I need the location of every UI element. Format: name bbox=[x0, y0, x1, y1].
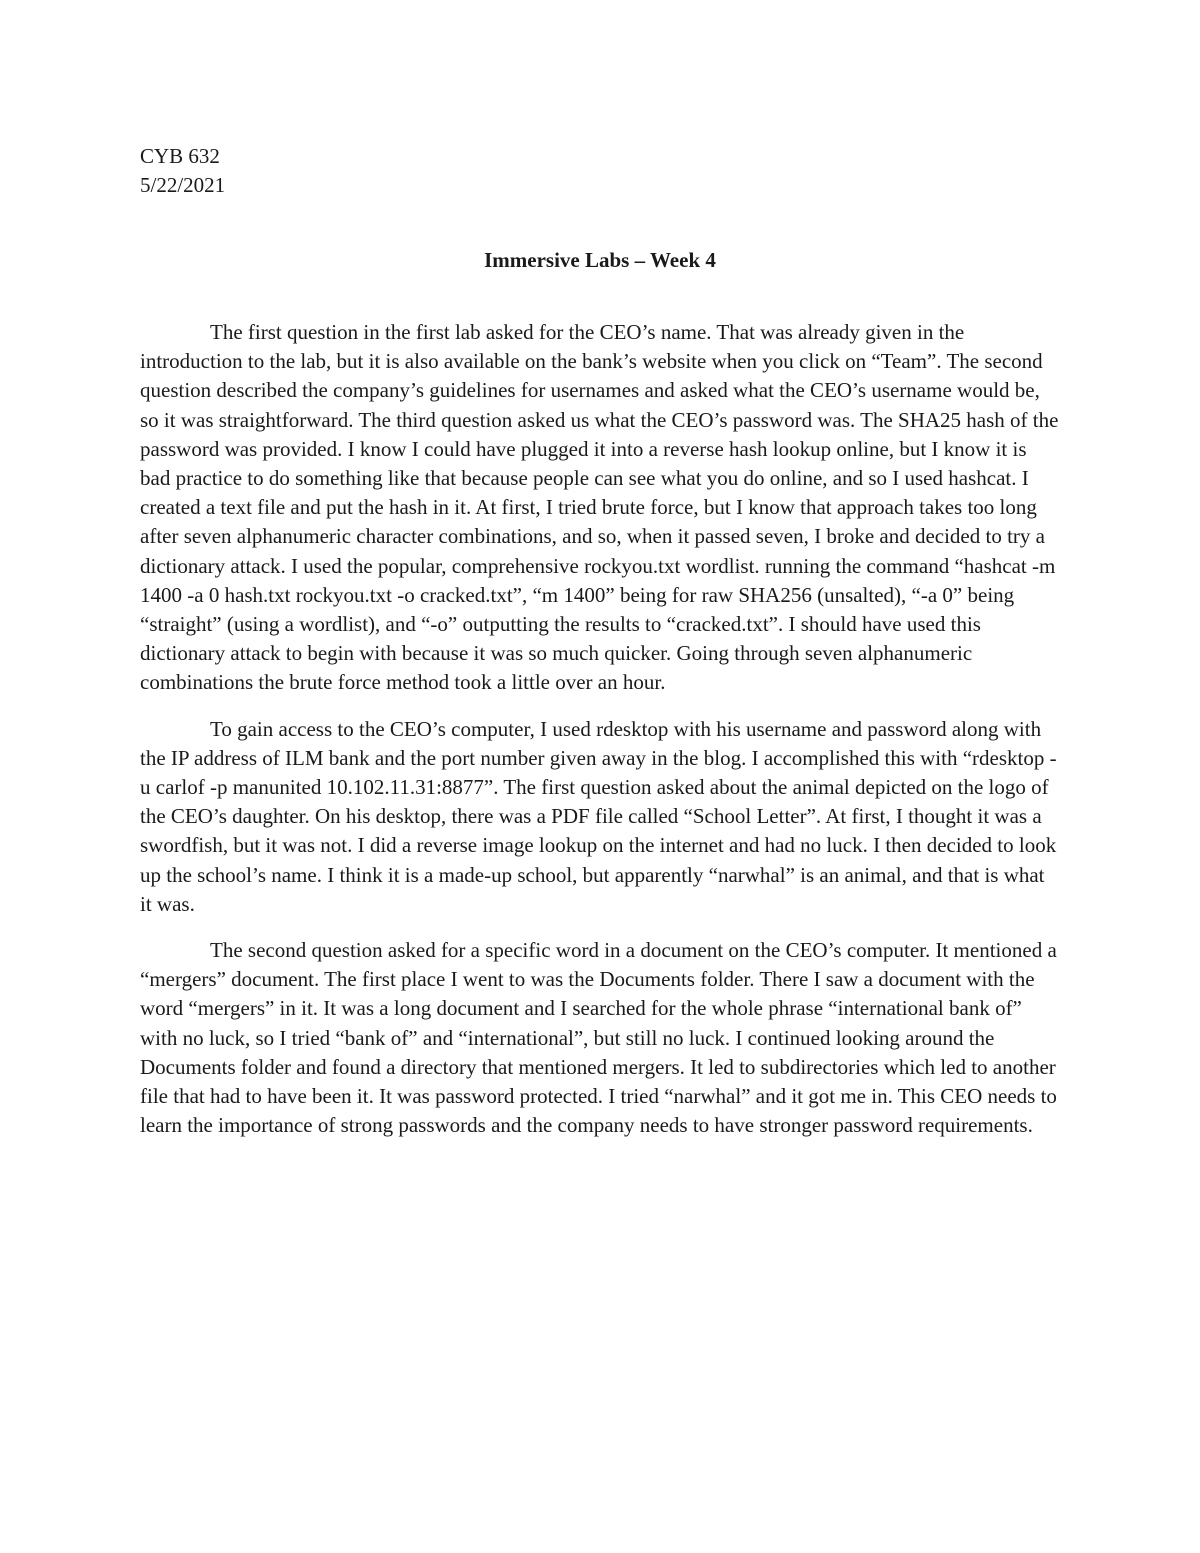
course-code: CYB 632 bbox=[140, 144, 220, 168]
document-date: 5/22/2021 bbox=[140, 173, 226, 197]
document-header bbox=[140, 142, 225, 200]
paragraph-1: The first question in the first lab asked for the CEO’s name. That was already given in the introduction to the lab, but it is also available on the bank’s website when you click on “Team”. The second question described the company’s guidelines for usernames and asked what the CEO’s username would be, so it was straightforward. The third question asked us what the CEO’s password was. The SHA25 hash of the password was provided. I know I could have plugged it into a reverse hash lookup online, but I know it is bad practice to do something like that because people can see what you do online, and so I used hashcat. I created a text file and put the hash in it. At first, I tried brute force, but I know that approach takes too long after seven alphanumeric character combinations, and so, when it passed seven, I broke and decided to try a dictionary attack. I used the popular, comprehensive rockyou.txt wordlist. running the command “hashcat -m 1400 -a 0 hash.txt rockyou.txt -o cracked.txt”, “m 1400” being for raw SHA256 (unsalted), “-a 0” being “straight” (using a wordlist), and “-o” outputting the results to “cracked.txt”. I should have used this dictionary attack to begin with because it was so much quicker. Going through seven alphanumeric combinations the brute force method took a little over an hour. bbox=[140, 320, 1059, 695]
paragraph-2: To gain access to the CEO’s computer, I used rdesktop with his username and password along with the IP address of ILM bank and the port number given away in the blog. I accomplished this with “rdesktop -u carlof -p manunited 10.102.11.31:8877”. The first question asked about the animal depicted on the logo of the CEO’s daughter. On his desktop, there was a PDF file called “School Letter”. At first, I thought it was a swordfish, but it was not. I did a reverse image lookup on the internet and had no luck. I then decided to look up the school’s name. I think it is a made-up school, but apparently “narwhal” is an animal, and that is what it was. bbox=[140, 716, 1057, 916]
document-body bbox=[140, 318, 1060, 1157]
document-title: Immersive Labs – Week 4 bbox=[484, 248, 716, 272]
paragraph-3: The second question asked for a specific word in a document on the CEO’s computer. It mentioned a “mergers” document. The first place I went to was the Documents folder. There I saw a document with the word “mergers” in it. It was a long document and I searched for the whole phrase “international bank of” with no luck, so I tried “bank of” and “international”, but still no luck. I continued looking around the Documents folder and found a directory that mentioned mergers. It led to subdirectories which led to another file that had to have been it. It was password protected. I tried “narwhal” and it got me in. This CEO needs to learn the importance of strong passwords and the company needs to have stronger password requirements. bbox=[140, 938, 1057, 1138]
